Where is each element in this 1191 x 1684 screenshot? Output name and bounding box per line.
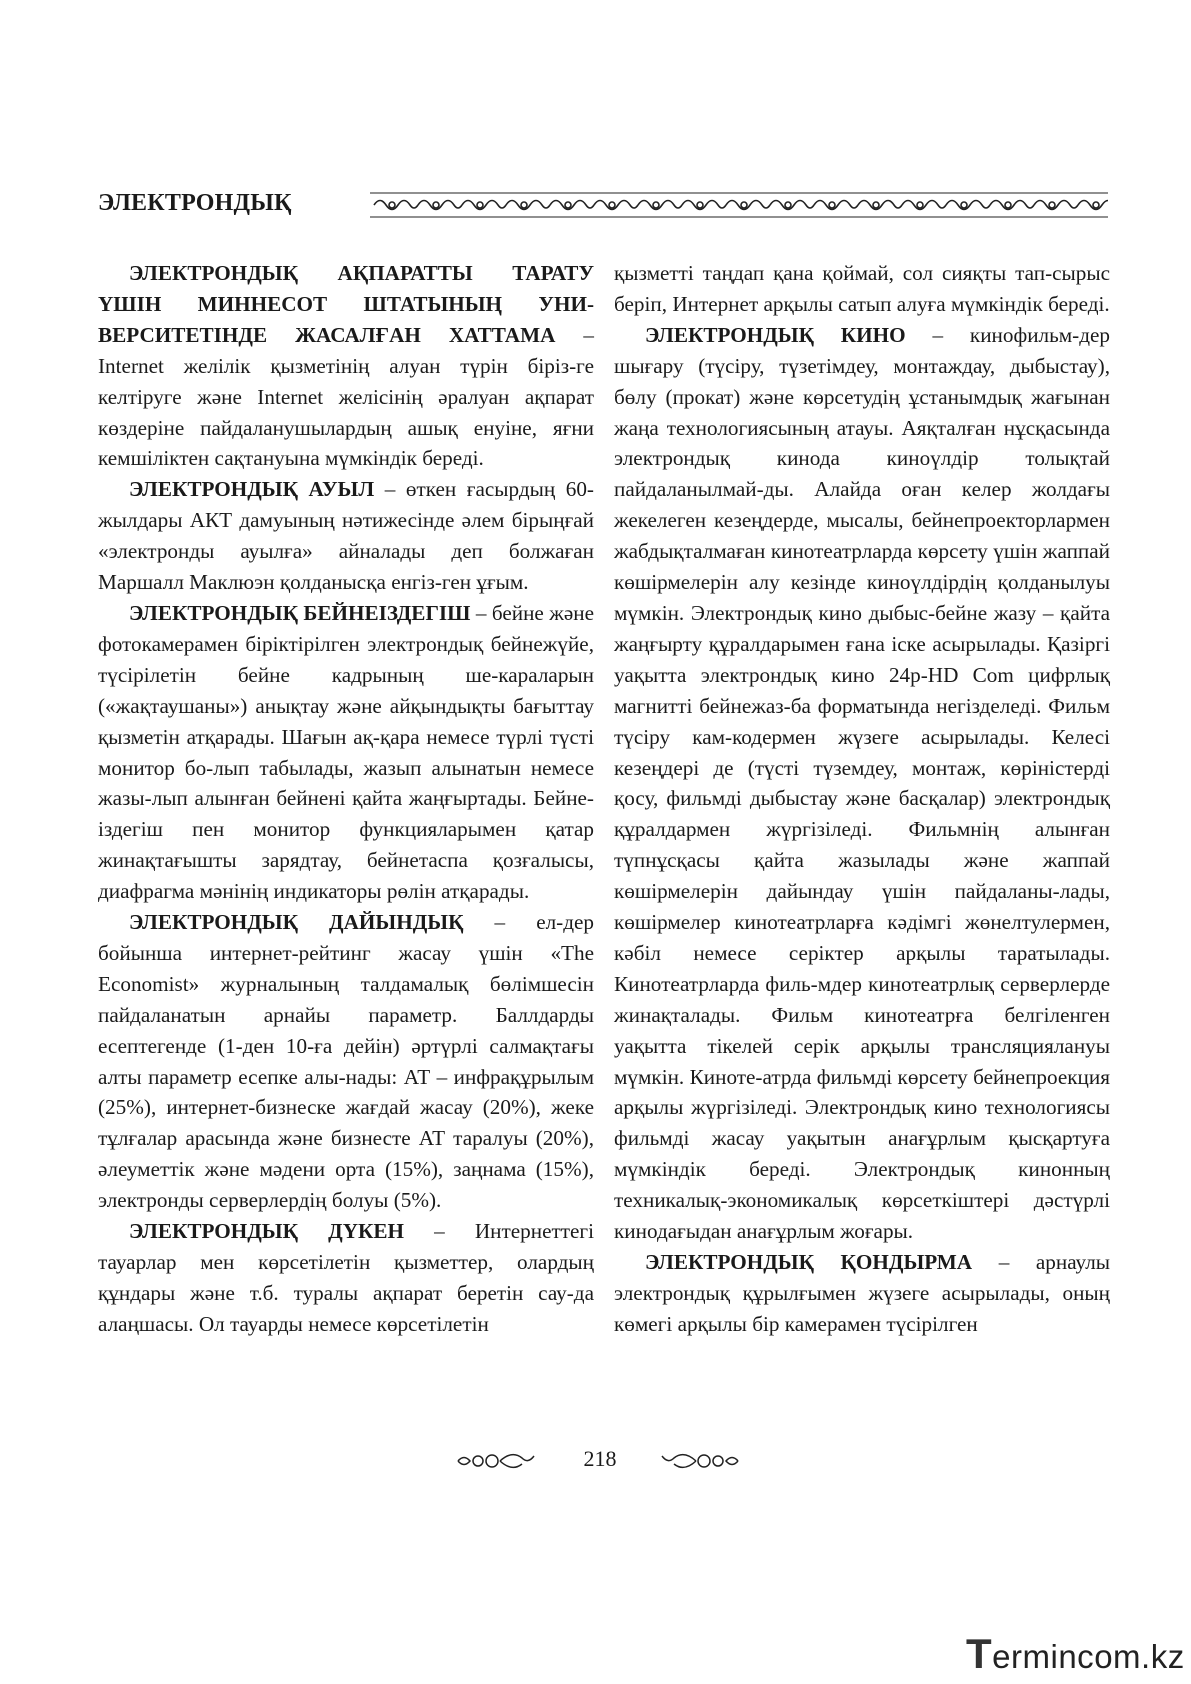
headword: ЭЛЕКТРОНДЫҚ КИНО — [645, 322, 906, 347]
headword: ЭЛЕКТРОНДЫҚ АУЫЛ — [129, 477, 375, 502]
watermark-text: erminc — [992, 1638, 1095, 1675]
watermark-initial: T — [966, 1630, 993, 1677]
headword: ЭЛЕКТРОНДЫҚ ДҮКЕН — [129, 1219, 404, 1244]
definition: – арнаулы электрондық құрылғымен жүзеге асырылады, оның көмегі арқылы бір камерамен түсірілген — [614, 1250, 1111, 1336]
termincom-watermark-logo — [966, 1630, 1185, 1677]
headword: ЭЛЕКТРОНДЫҚ БЕЙНЕІЗДЕГІШ — [129, 600, 471, 625]
scroll-ornament-left-icon — [456, 1450, 536, 1472]
page-footer — [0, 1446, 1191, 1486]
headword: ЭЛЕКТРОНДЫҚ ДАЙЫНДЫҚ — [129, 910, 464, 935]
definition: – ел-дер бойынша интернет-рейтинг жасау үшін «The Economist» журналының талдамалық бөлімшесін пайдаланатын арнайы параметр. Баллдарды есептегенде (1-ден 10-ға дейін) әртүрлі салмақтағы алты параметр есепке алы-нады: АТ – инфрақұрылым (25%), интернет-бизнеске жағдай жасау (20%), жеке тұлғалар арасында және бизнесте АТ таралуы (20%), әлеуметтік және мәдени орта (15%), заңнама (15%), электронды серверлердің болуы (5%). — [98, 910, 594, 1213]
entry-cinema — [614, 320, 1110, 1247]
running-head — [98, 190, 1108, 224]
headword: ЭЛЕКТРОНДЫҚ ҚОНДЫРМА — [645, 1250, 973, 1274]
entry-overlay — [614, 1247, 1110, 1340]
entry-viewfinder — [98, 598, 594, 907]
page-number: 218 — [583, 1446, 617, 1471]
running-title: ЭЛЕКТРОНДЫҚ — [98, 190, 292, 216]
definition: – бейне және фотокамерамен біріктірілген электрондық бейнежүйе, түсірілетін бейне кадрының ше-караларын («жақтаушаны») анықтау және айқындықты бағыттау қызметін атқарады. Шағын ақ-қара немесе түрлі түсті монитор бо-лып табылады, жазып алынатын немесе жазы-лып алынған бейнені қайта жаңғыртады. Бейне-іздегіш пен монитор функцияларымен қатар жинақтағышты зарядтау, бейнетаспа қозғалысы, диафрагма мәнінің индикаторы рөлін атқарады. — [98, 600, 594, 904]
continuation-text: қызметті таңдап қана қоймай, сол сияқты тап-сырыс беріп, Интернет арқылы сатып алуға мүмкіндік береді. — [614, 261, 1110, 316]
watermark-o: o — [1094, 1638, 1114, 1675]
definition: – Internet желілік қызметінің алуан түрін біріз-ге келтіруге және Internet желісінің әралуан ақпарат көздеріне пайдаланушылардың ашық енуіне, яғни кемшіліктен сақтануына мүмкіндік береді. — [98, 322, 594, 471]
right-column — [614, 258, 1110, 1340]
left-column — [98, 258, 594, 1340]
entry-readiness — [98, 907, 594, 1216]
definition: – өткен ғасырдың 60-жылдары АКТ дамуының нәтижесінде әлем бірыңғай «электронды ауылға» айналады деп болжаған Маршалл Маклюэн қолданысқа енгіз-ген ұғым. — [98, 477, 594, 595]
entry-store — [98, 1216, 594, 1340]
entry-protocol — [98, 258, 594, 474]
definition: – кинофильм-дер шығару (түсіру, түзетімдеу, монтаждау, дыбыстау), бөлу (прокат) және көрсетудің ұстанымдық жағынан жаңа технологиясының атауы. Аяқталған нұсқасында электрондық кинода киноүлдір толықтай пайдаланылмай-ды. Алайда оған келер жолдағы жекелеген кезеңдерде, мысалы, бейнепроекторлармен жабдықталмаған кинотеатрларда көрсету үшін жаппай көшірмелерін алу кезінде киноүлдірдің қолданылуы мүмкін. Электрондық кино дыбыс-бейне жазу – қайта жаңғырту құралдарымен ғана іске асырылады. Қазіргі уақытта электрондық кино 24р-HD Com цифрлық магнитті бейнежаз-ба форматында негізделеді. Фильм түсіру кам-кодермен жүзеге асырылады. Келесі кезеңдері де (түсті түземдеу, монтаж, көріністерді қосу, фильмді дыбыстау және басқалар) электрондық құралдармен жүргізіледі. Фильмнің алынған түпнұсқасы қайта жазылады және жаппай көшірмелерін дайындау үшін пайдаланы-лады, көшірмелер кинотеатрларға кәдімгі жөнелтулермен, кәбіл немесе серіктер арқылы таратылады. Кинотеатрларда филь-мдер кинотеатрлық серверлерде жинақталады. Фильм кинотеатрға белгіленген уақытта тікелей серік арқылы трансляциялануы мүмкін. Кинотe-атрда фильмді көрсету бейнепроекция арқылы жүргізіледі. Электрондық кино технологиясы фильмді жасау уақытын анағұрлым қысқартуға мүмкіндік береді. Электрондық кинонның техникалық-экономикалық көрсеткіштері дәстүрлі кинодағыдан анағұрлым жоғары. — [614, 322, 1111, 1244]
watermark-tail: m.kz — [1113, 1638, 1185, 1675]
scroll-ornament-right-icon — [660, 1450, 740, 1472]
ornament-band-icon — [370, 191, 1108, 219]
headword: ЭЛЕКТРОНДЫҚ АҚПАРАТТЫ ТАРАТУ ҮШІН МИННЕСОТ ШТАТЫНЫҢ УНИ-ВЕРСИТЕТІНДЕ ЖАСАЛҒАН ХАТТАМА — [98, 261, 594, 347]
definition: – Интернеттегі тауарлар мен көрсетілетін қызметтер, олардың құндары және т.б. туралы ақпарат беретін сау-да алаңшасы. Ол тауарды немесе көрсетілетін — [98, 1219, 595, 1336]
entry-electronic-village — [98, 474, 594, 598]
